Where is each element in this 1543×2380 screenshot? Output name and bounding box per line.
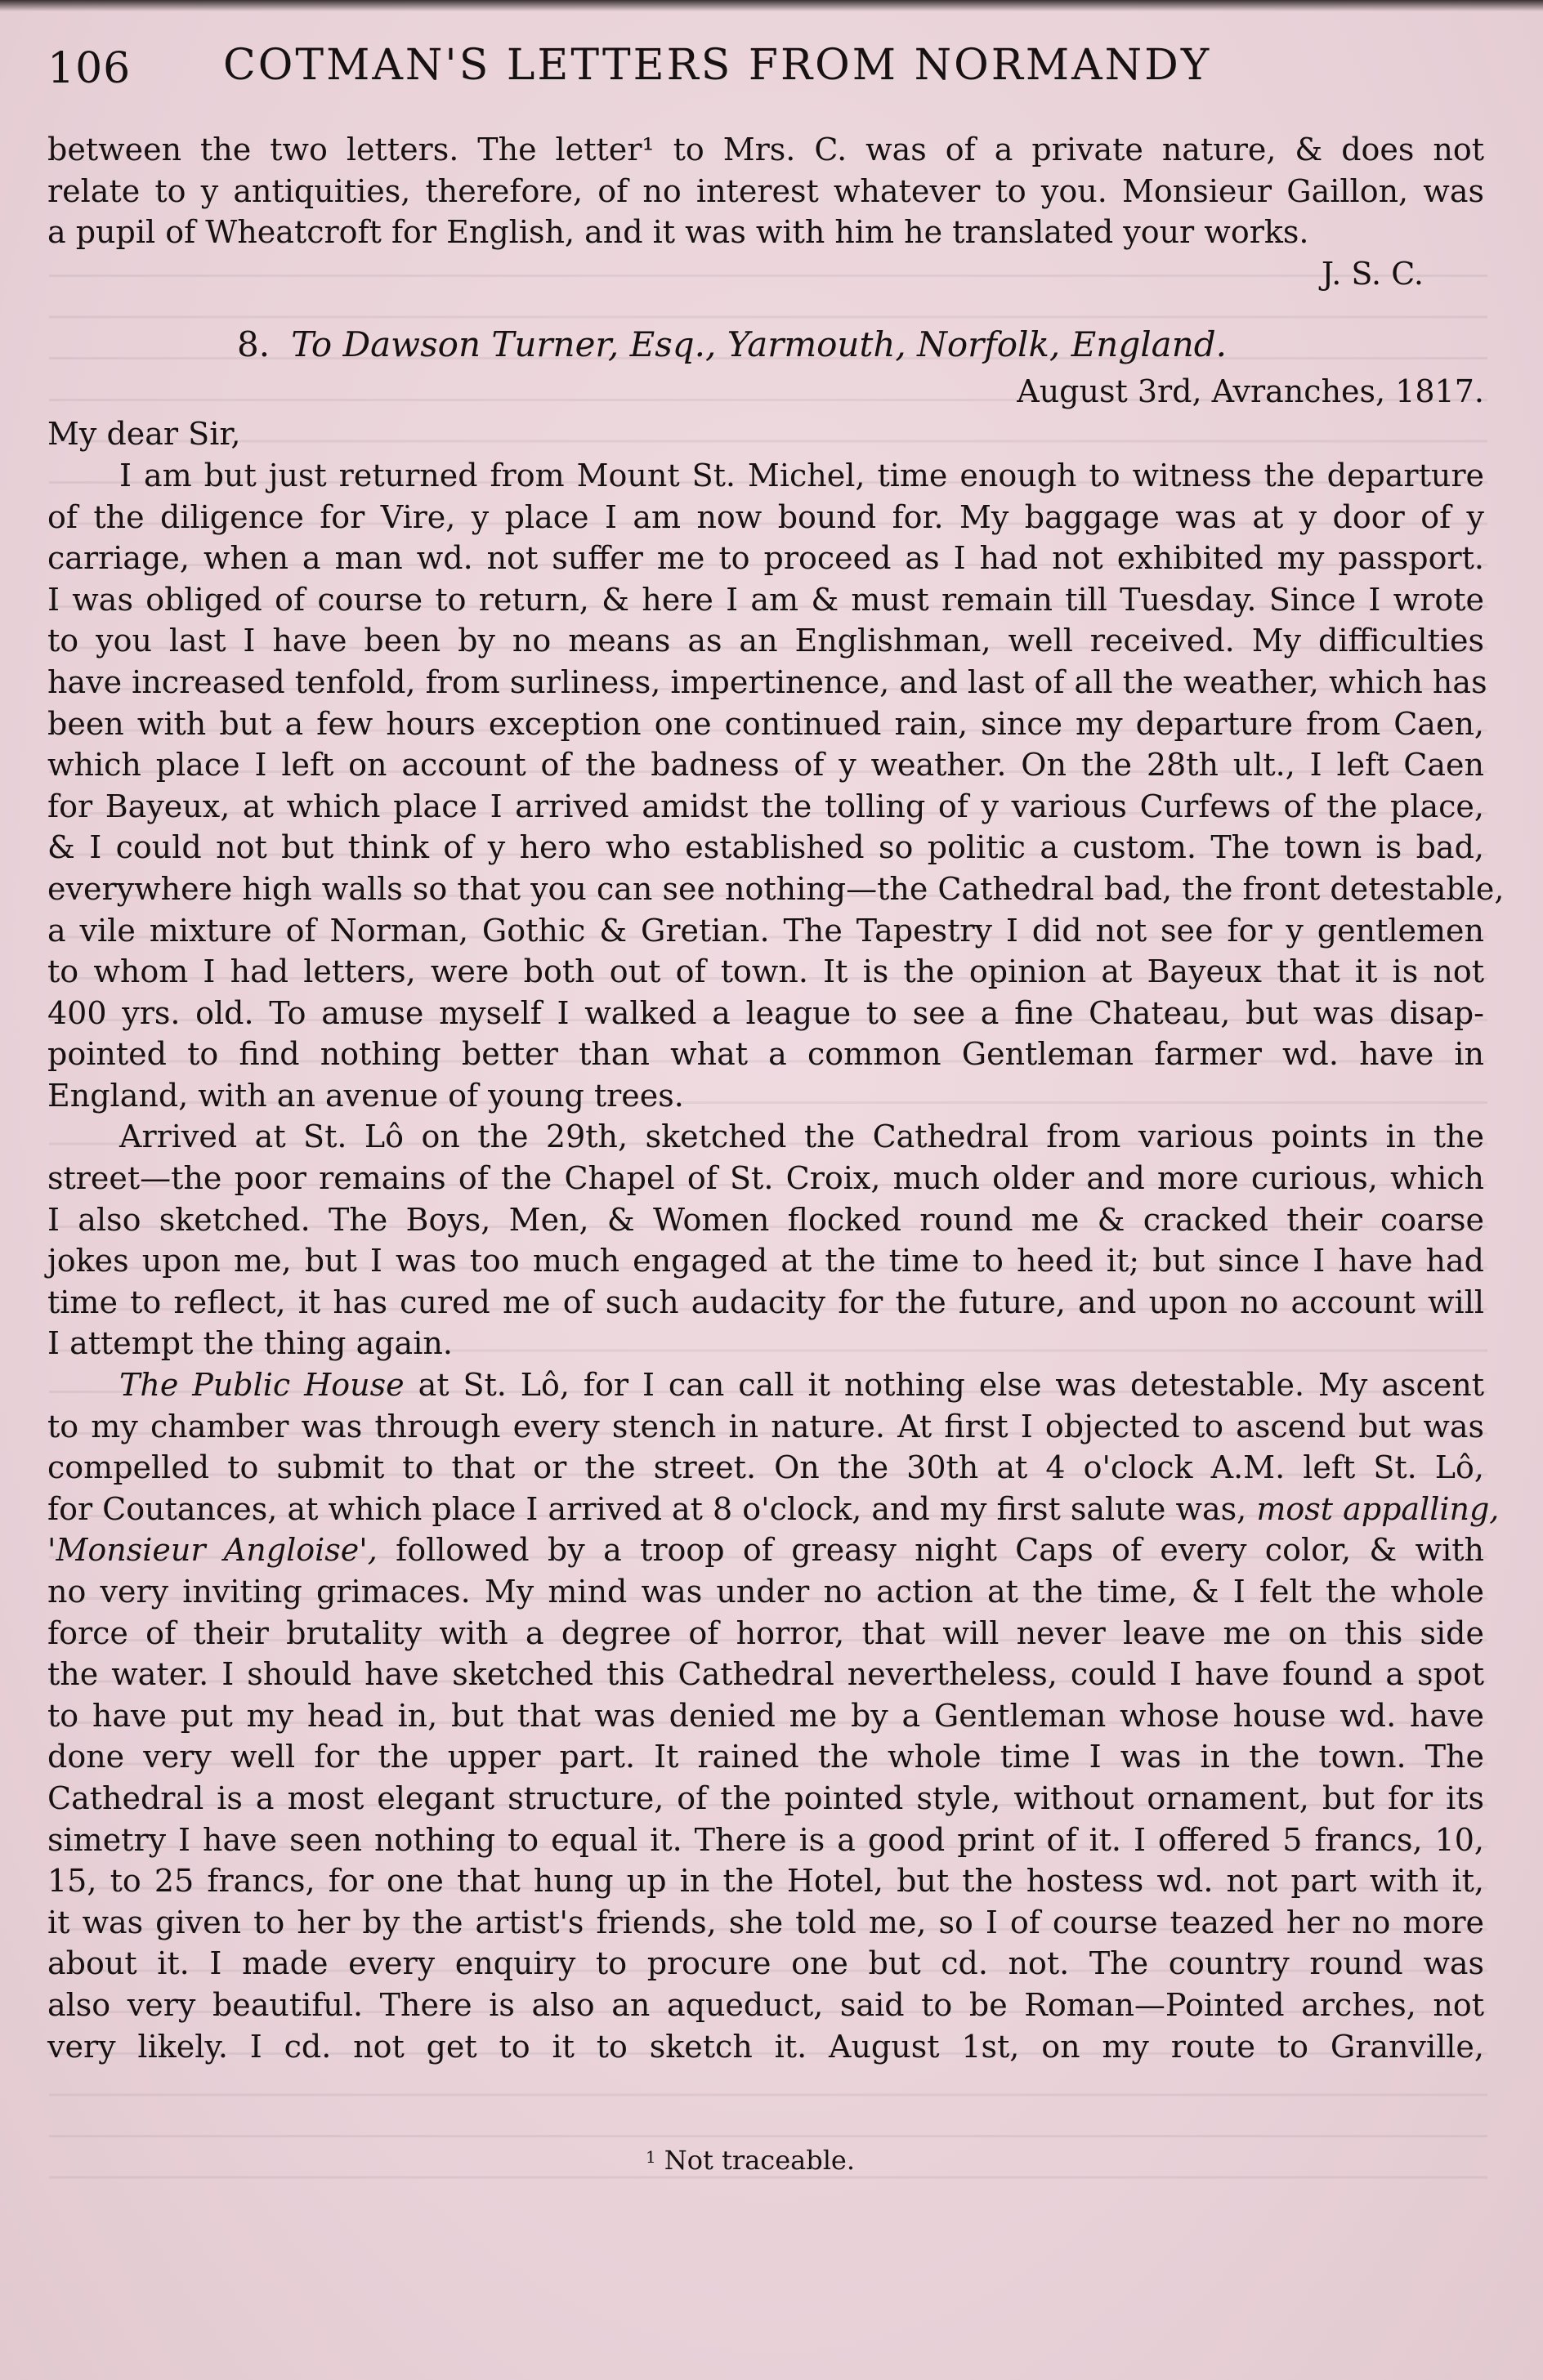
text-run: for Coutances, at which place I arrived at 8 o'clock, and my first salute was, [47,1490,1247,1527]
text-line [47,1364,1484,1406]
text-line: & I could not but think of y hero who established so politic a custom. The town is bad, [47,829,1484,866]
salutation: My dear Sir, [47,416,241,453]
text-line: force of their brutality with a degree of horror, that will never leave me on this side [47,1614,1484,1651]
text-line: I am but just returned from Mount St. Michel, time enough to witness the departure [119,457,1484,493]
text-line: a vile mixture of Norman, Gothic & Gretian. The Tapestry I did not see for y gentlemen [47,912,1484,949]
text-line: relate to y antiquities, therefore, of no interest whatever to you. Monsieur Gaillon, was [47,172,1484,209]
text-run: followed by a troop of greasy night Caps of every color, & with [396,1532,1484,1569]
text-line: England, with an avenue of young trees. [47,1077,684,1114]
text-line: time to reflect, it has cured me of such audacity for the future, and upon no account will [47,1284,1484,1320]
text-line [47,1529,1484,1571]
text-line: of the diligence for Vire, y place I am now bound for. My baggage was at y door of y [47,498,1484,535]
text-line: very likely. I cd. not get to it to sketch it. August 1st, on my route to Granville, [47,2028,1484,2065]
text-line: everywhere high walls so that you can see nothing—the Cathedral bad, the front detestable, [47,870,1505,907]
text-line: to you last I have been by no means as an Englishman, well received. My difficulties [47,623,1484,659]
text-line: street—the poor remains of the Chapel of St. Croix, much older and more curious, which [47,1160,1484,1197]
text-line: no very inviting grimaces. My mind was under no action at the time, & I felt the whole [47,1574,1484,1610]
text-line [47,1489,1500,1530]
text-line: compelled to submit to that or the street. On the 30th at 4 o'clock A.M. left St. Lô, [47,1449,1484,1486]
footnote-marker: 1 [646,2147,656,2167]
page-edge-shadow [0,0,1543,11]
text-line: which place I left on account of the badness of y weather. On the 28th ult., I left Caen [47,747,1484,784]
text-line: it was given to her by the artist's friends, she told me, so I of course teazed her no more [47,1904,1484,1940]
text-line: also very beautiful. There is also an aqueduct, said to be Roman—Pointed arches, not [47,1986,1484,2023]
running-title: COTMAN'S LETTERS FROM NORMANDY [223,41,1212,90]
text-line: to whom I had letters, were both out of town. It is the opinion at Bayeux that it is not [47,953,1484,990]
page-body [47,129,1505,2067]
footnote-text: Not traceable. [664,2145,856,2176]
footnote [646,2145,855,2176]
signature-initials: J. S. C. [1321,255,1424,292]
text-line: Cathedral is a most elegant structure, of the pointed style, without ornament, but for its [47,1779,1484,1816]
letter-number: 8. [237,324,271,365]
letter-address: To Dawson Turner, Esq., Yarmouth, Norfolk, England. [291,324,1227,365]
text-line: I also sketched. The Boys, Men, & Women flocked round me & cracked their coarse [47,1201,1484,1238]
text-line: done very well for the upper part. It rained the whole time I was in the town. The [47,1739,1484,1775]
text-run: at St. Lô, for I can call it nothing else was detestable. My ascent [418,1367,1484,1404]
italic-phrase: 'Monsieur Angloise', [47,1532,378,1569]
text-line: about it. I made every enquiry to procure one but cd. not. The country round was [47,1945,1484,1982]
text-line: simetry I have seen nothing to equal it. There is a good print of it. I offered 5 francs, 10, [47,1821,1484,1858]
text-line: been with but a few hours exception one continued rain, since my departure from Caen, [47,705,1484,742]
italic-phrase: most appalling, [1256,1490,1500,1527]
letter-dateline: August 3rd, Avranches, 1817. [1017,373,1484,410]
text-line: I was obliged of course to return, & here I am & must remain till Tuesday. Since I wrote [47,581,1484,618]
text-line: carriage, when a man wd. not suffer me to proceed as I had not exhibited my passport. [47,540,1484,577]
text-line: for Bayeux, at which place I arrived amidst the tolling of y various Curfews of the place, [47,788,1484,824]
spacer [47,294,1484,319]
text-line: have increased tenfold, from surliness, impertinence, and last of all the weather, which has [47,663,1487,700]
text-line: jokes upon me, but I was too much engaged at the time to heed it; but since I have had [47,1243,1484,1279]
page-number: 106 [47,44,132,93]
text-line: to have put my head in, but that was denied me by a Gentleman whose house wd. have [47,1697,1484,1734]
letter-heading [47,319,1484,371]
text-line: between the two letters. The letter¹ to Mrs. C. was of a private nature, & does not [47,132,1484,167]
text-line: 15, to 25 francs, for one that hung up in the Hotel, but the hostess wd. not part with it, [47,1863,1484,1900]
text-line: the water. I should have sketched this Cathedral nevertheless, could I have found a spot [47,1656,1484,1693]
text-line: I attempt the thing again. [47,1325,453,1362]
text-line: to my chamber was through every stench in nature. At first I objected to ascend but was [47,1408,1484,1445]
text-line: a pupil of Wheatcroft for English, and it was with him he translated your works. [47,214,1309,251]
italic-phrase: The Public House [119,1367,405,1404]
text-line: Arrived at St. Lô on the 29th, sketched the Cathedral from various points in the [119,1119,1484,1155]
running-header [47,41,1306,98]
text-line: pointed to find nothing better than what a common Gentleman farmer wd. have in [47,1036,1484,1073]
text-line: 400 yrs. old. To amuse myself I walked a league to see a fine Chateau, but was disap- [47,994,1484,1031]
